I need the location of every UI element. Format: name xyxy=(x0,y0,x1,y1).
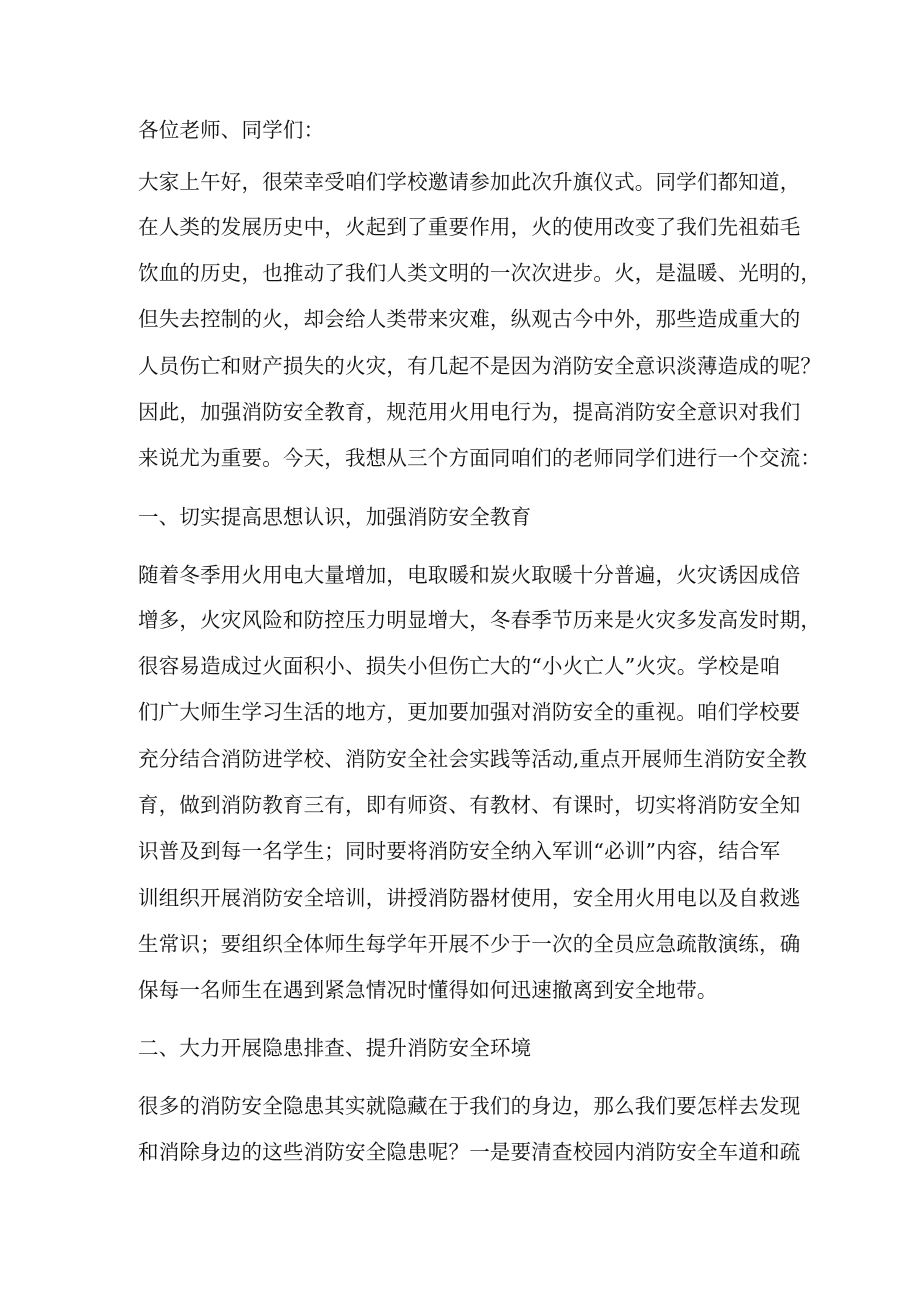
paragraph-line: 大家上午好，很荣幸受咱们学校邀请参加此次升旗仪式。同学们都知道， xyxy=(138,170,801,194)
paragraph-line: 和消除身边的这些消防安全隐患呢？一是要清查校园内消防安全车道和疏 xyxy=(138,1140,801,1164)
paragraph-line: 但失去控制的火，却会给人类带来灾难，纵观古今中外，那些造成重大的 xyxy=(138,307,801,331)
section-heading-2: 二、大力开展隐患排查、提升消防安全环境 xyxy=(138,1036,532,1060)
section-heading-1: 一、切实提高思想认识，加强消防安全教育 xyxy=(138,505,532,529)
paragraph-line: 来说尤为重要。今天，我想从三个方面同咱们的老师同学们进行一个交流： xyxy=(138,446,822,470)
paragraph-line: 在人类的发展历史中，火起到了重要作用，火的使用改变了我们先祖茹毛 xyxy=(138,215,801,239)
paragraph-line: 因此，加强消防安全教育，规范用火用电行为，提高消防安全意识对我们 xyxy=(138,400,801,424)
paragraph-line: 训组织开展消防安全培训，讲授消防器材使用，安全用火用电以及自救逃 xyxy=(138,886,801,910)
paragraph-line: 充分结合消防进学校、消防安全社会实践等活动,重点开展师生消防安全教 xyxy=(138,747,808,771)
paragraph-line: 识普及到每一名学生；同时要将消防安全纳入军训“必训”内容，结合军 xyxy=(138,839,781,863)
paragraph-line: 随着冬季用火用电大量增加，电取暖和炭火取暖十分普遍，火灾诱因成倍 xyxy=(138,563,801,587)
paragraph-line: 很容易造成过火面积小、损失小但伤亡大的“小火亡人”火灾。学校是咱 xyxy=(138,654,781,678)
paragraph-line: 增多，火灾风险和防控压力明显增大，冬春季节历来是火灾多发高发时期， xyxy=(138,608,822,632)
paragraph-line: 很多的消防安全隐患其实就隐藏在于我们的身边，那么我们要怎样去发现 xyxy=(138,1094,801,1118)
paragraph-line: 饮血的历史，也推动了我们人类文明的一次次进步。火，是温暖、光明的， xyxy=(138,261,822,285)
paragraph-line: 保每一名师生在遇到紧急情况时懂得如何迅速撤离到安全地带。 xyxy=(138,978,718,1002)
paragraph-line: 人员伤亡和财产损失的火灾，有几起不是因为消防安全意识淡薄造成的呢？ xyxy=(138,354,822,378)
paragraph-line: 生常识；要组织全体师生每学年开展不少于一次的全员应急疏散演练，确 xyxy=(138,932,801,956)
paragraph-line: 育，做到消防教育三有，即有师资、有教材、有课时，切实将消防安全知 xyxy=(138,793,801,817)
paragraph-line: 们广大师生学习生活的地方，更加要加强对消防安全的重视。咱们学校要 xyxy=(138,700,801,724)
salutation: 各位老师、同学们： xyxy=(138,118,325,142)
